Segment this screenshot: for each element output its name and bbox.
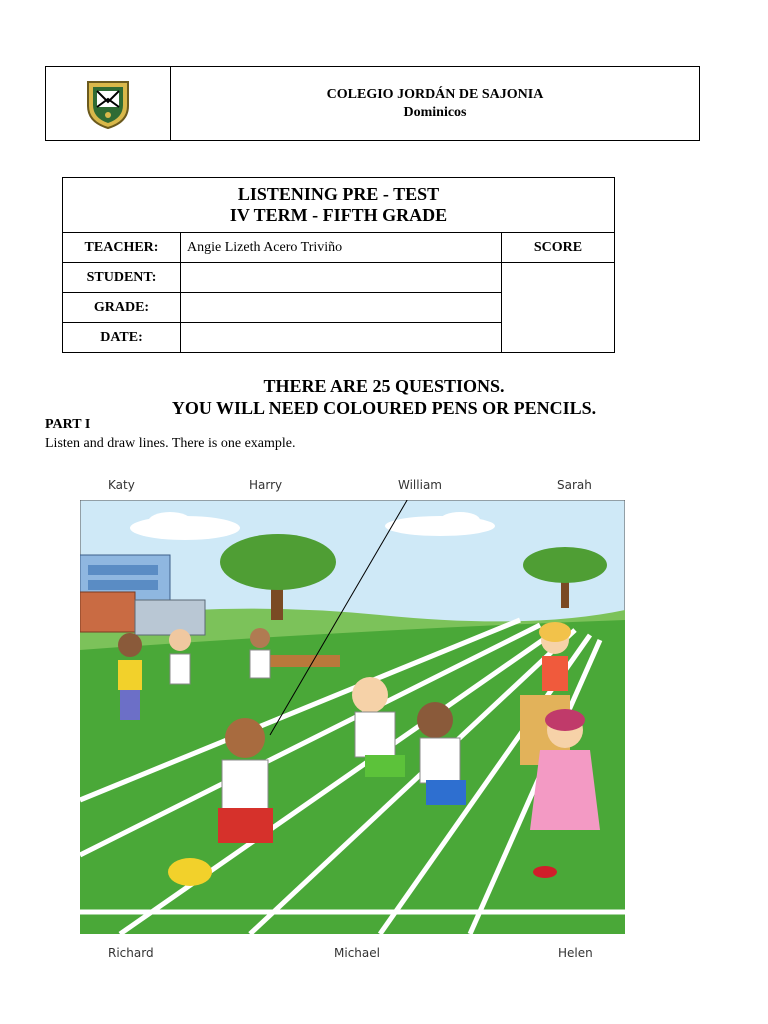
name-richard: Richard: [108, 946, 154, 960]
child-katy: [118, 633, 142, 720]
school-name-cell: [171, 67, 699, 140]
name-katy: Katy: [108, 478, 135, 492]
test-title: LISTENING PRE - TEST: [237, 184, 440, 204]
test-subtitle: IV TERM - FIFTH GRADE: [229, 205, 448, 225]
part-instructions: Listen and draw lines. There is one example.: [45, 436, 296, 451]
prize-table: [265, 655, 340, 667]
child-sarah: [539, 622, 571, 691]
test-info-table: [62, 177, 615, 353]
school-crest-logo: [84, 78, 132, 130]
school-subtitle: Dominicos: [403, 104, 467, 120]
sports-day-illustration: [80, 500, 625, 934]
grade-field[interactable]: [181, 293, 502, 323]
score-field[interactable]: [502, 263, 615, 353]
questions-count: THERE ARE 25 QUESTIONS.: [263, 376, 505, 396]
school-header: [45, 66, 700, 141]
date-field[interactable]: [181, 323, 502, 353]
name-sarah: Sarah: [557, 478, 592, 492]
teacher-value: Angie Lizeth Acero Triviño: [181, 233, 502, 263]
school-name: COLEGIO JORDÁN DE SAJONIA: [326, 86, 544, 102]
name-harry: Harry: [249, 478, 283, 492]
grade-label: GRADE:: [63, 293, 181, 323]
part-heading: PART I: [45, 417, 91, 432]
student-label: STUDENT:: [63, 263, 181, 293]
name-michael: Michael: [334, 946, 380, 960]
name-william: William: [398, 478, 442, 492]
test-title-cell: [63, 178, 615, 233]
materials-note: YOU WILL NEED COLOURED PENS OR PENCILS.: [171, 398, 597, 418]
score-label: SCORE: [502, 233, 615, 263]
name-helen: Helen: [558, 946, 593, 960]
date-label: DATE:: [63, 323, 181, 353]
school-logo-cell: [46, 67, 171, 140]
student-field[interactable]: [181, 263, 502, 293]
teacher-label: TEACHER:: [63, 233, 181, 263]
